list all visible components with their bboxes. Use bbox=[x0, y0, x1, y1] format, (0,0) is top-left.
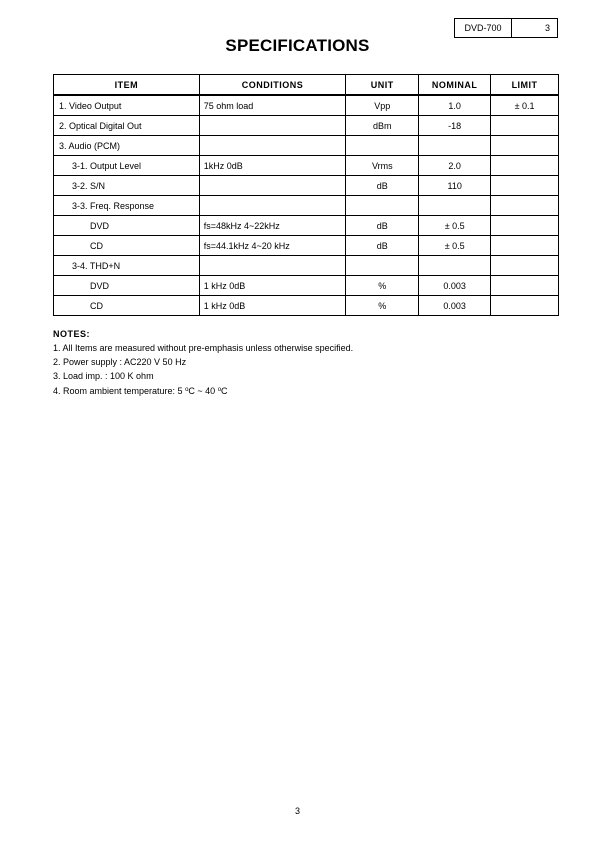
cell-limit bbox=[491, 156, 559, 176]
cell-limit bbox=[491, 136, 559, 156]
column-header-nominal: NOMINAL bbox=[419, 75, 491, 96]
cell-item: 3-4. THD+N bbox=[54, 256, 200, 276]
cell-conditions: 1 kHz 0dB bbox=[199, 296, 346, 316]
column-header-unit: UNIT bbox=[346, 75, 419, 96]
notes-section bbox=[53, 327, 353, 398]
cell-item: CD bbox=[54, 236, 200, 256]
cell-unit bbox=[346, 256, 419, 276]
table-header-row bbox=[54, 75, 559, 96]
cell-conditions bbox=[199, 176, 346, 196]
table-row bbox=[54, 196, 559, 216]
temperature-mid: C ~ 40 bbox=[188, 386, 218, 396]
cell-unit: Vrms bbox=[346, 156, 419, 176]
cell-nominal: 0.003 bbox=[419, 296, 491, 316]
cell-conditions bbox=[199, 136, 346, 156]
table-row bbox=[54, 296, 559, 316]
table-row bbox=[54, 276, 559, 296]
column-header-limit: LIMIT bbox=[491, 75, 559, 96]
cell-unit: dB bbox=[346, 216, 419, 236]
table-row bbox=[54, 236, 559, 256]
cell-limit bbox=[491, 196, 559, 216]
cell-limit bbox=[491, 296, 559, 316]
cell-nominal: ± 0.5 bbox=[419, 216, 491, 236]
cell-nominal: ± 0.5 bbox=[419, 236, 491, 256]
cell-limit bbox=[491, 176, 559, 196]
cell-unit: % bbox=[346, 276, 419, 296]
model-number: DVD-700 bbox=[455, 19, 512, 37]
table-body bbox=[54, 95, 559, 316]
page-title: SPECIFICATIONS bbox=[225, 36, 370, 55]
cell-limit bbox=[491, 216, 559, 236]
cell-conditions: 1kHz 0dB bbox=[199, 156, 346, 176]
table-row bbox=[54, 95, 559, 116]
cell-nominal bbox=[419, 136, 491, 156]
header-page-number: 3 bbox=[544, 23, 550, 33]
temperature-suffix: C bbox=[221, 386, 228, 396]
cell-nominal: 0.003 bbox=[419, 276, 491, 296]
cell-conditions bbox=[199, 256, 346, 276]
column-header-conditions: CONDITIONS bbox=[199, 75, 346, 96]
table-row bbox=[54, 256, 559, 276]
cell-unit: % bbox=[346, 296, 419, 316]
cell-limit: ± 0.1 bbox=[491, 95, 559, 116]
cell-unit bbox=[346, 196, 419, 216]
temperature-prefix: 4. Room ambient temperature: 5 bbox=[53, 386, 186, 396]
cell-unit bbox=[346, 136, 419, 156]
cell-conditions: fs=44.1kHz 4~20 kHz bbox=[199, 236, 346, 256]
cell-limit bbox=[491, 276, 559, 296]
cell-unit: Vpp bbox=[346, 95, 419, 116]
table-row bbox=[54, 136, 559, 156]
cell-nominal: 110 bbox=[419, 176, 491, 196]
cell-limit bbox=[491, 236, 559, 256]
cell-conditions: 1 kHz 0dB bbox=[199, 276, 346, 296]
degree-symbol: o bbox=[217, 387, 222, 393]
cell-unit: dB bbox=[346, 176, 419, 196]
cell-nominal: 1.0 bbox=[419, 95, 491, 116]
note-item: 3. Load imp. : 100 K ohm bbox=[53, 371, 154, 381]
cell-item: 3-2. S/N bbox=[54, 176, 200, 196]
cell-conditions: 75 ohm load bbox=[199, 95, 346, 116]
cell-conditions: fs=48kHz 4~22kHz bbox=[199, 216, 346, 236]
cell-nominal: 2.0 bbox=[419, 156, 491, 176]
cell-limit bbox=[491, 256, 559, 276]
cell-nominal bbox=[419, 256, 491, 276]
cell-conditions bbox=[199, 196, 346, 216]
notes-heading: NOTES: bbox=[53, 329, 91, 339]
cell-item: 3. Audio (PCM) bbox=[54, 136, 200, 156]
table-row bbox=[54, 156, 559, 176]
cell-item: 3-3. Freq. Response bbox=[54, 196, 200, 216]
cell-unit: dB bbox=[346, 236, 419, 256]
cell-item: 1. Video Output bbox=[54, 95, 200, 116]
footer-page-number: 3 bbox=[294, 806, 300, 816]
note-item: 2. Power supply : AC220 V 50 Hz bbox=[53, 357, 187, 367]
specifications-table bbox=[53, 74, 559, 316]
cell-item: CD bbox=[54, 296, 200, 316]
table-row bbox=[54, 116, 559, 136]
model-page-box bbox=[454, 18, 558, 38]
column-header-item: ITEM bbox=[54, 75, 200, 96]
cell-nominal bbox=[419, 196, 491, 216]
table-row bbox=[54, 176, 559, 196]
cell-unit: dBm bbox=[346, 116, 419, 136]
degree-symbol: o bbox=[185, 387, 189, 393]
cell-item: DVD bbox=[54, 276, 200, 296]
note-item-temperature bbox=[53, 383, 353, 398]
cell-nominal: -18 bbox=[419, 116, 491, 136]
table-row bbox=[54, 216, 559, 236]
cell-conditions bbox=[199, 116, 346, 136]
cell-item: 3-1. Output Level bbox=[54, 156, 200, 176]
cell-item: DVD bbox=[54, 216, 200, 236]
cell-item: 2. Optical Digital Out bbox=[54, 116, 200, 136]
cell-limit bbox=[491, 116, 559, 136]
note-item: 1. All Items are measured without pre-emphasis unless otherwise specified. bbox=[53, 343, 354, 353]
